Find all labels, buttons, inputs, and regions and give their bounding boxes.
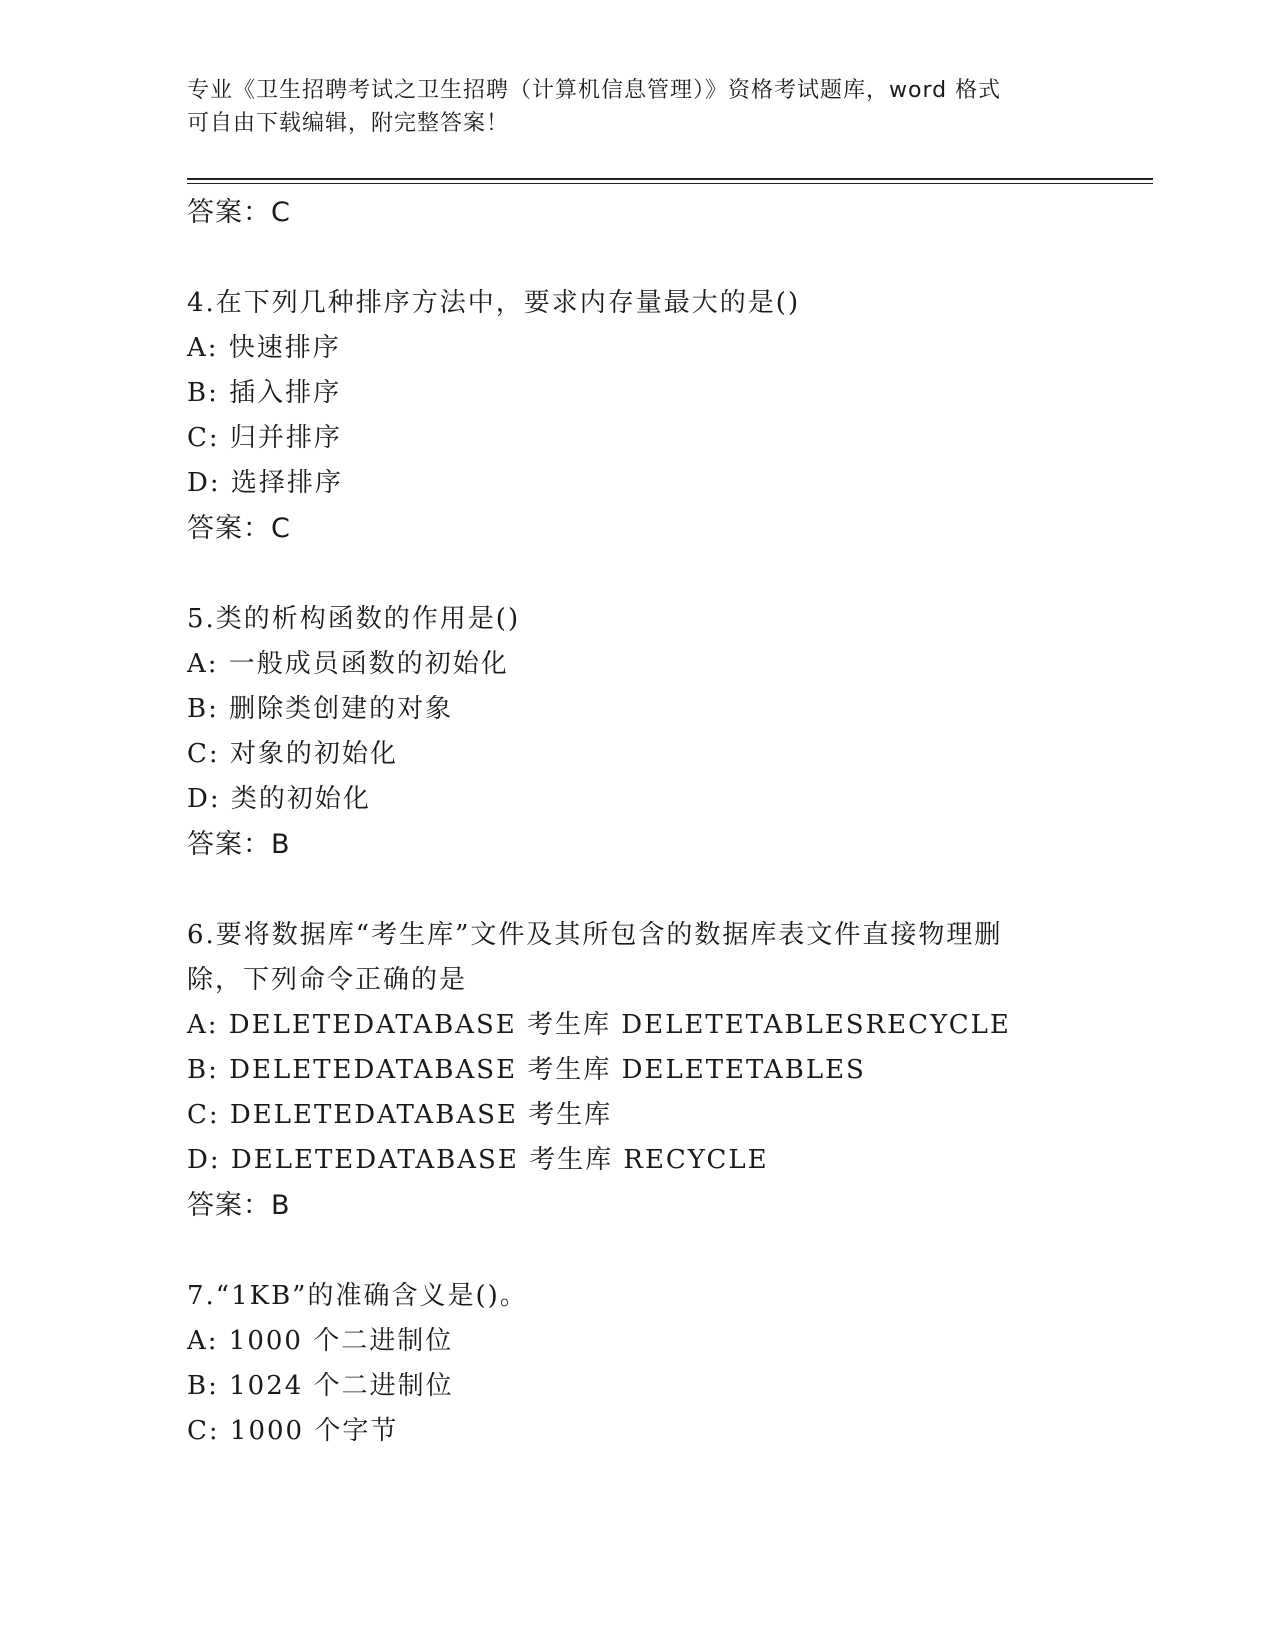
option-b: B: 插入排序 [187,378,342,408]
header-divider-bottom [187,183,1153,184]
question-text: 4.在下列几种排序方法中，要求内存量最大的是() [187,288,801,318]
header-divider-top [187,178,1153,180]
option-b: B: 删除类创建的对象 [187,694,454,724]
question-7 [187,1274,1087,1454]
question-4 [187,281,1087,551]
spacer [187,1228,1087,1274]
header-line-1: 专业《卫生招聘考试之卫生招聘（计算机信息管理）》资格考试题库，word 格式 [187,78,1002,103]
option-c: C: DELETEDATABASE 考生库 [187,1100,613,1130]
answer: 答案：B [187,1190,291,1221]
answer: 答案：C [187,513,291,544]
option-c: C: 对象的初始化 [187,739,398,769]
option-a: A: DELETEDATABASE 考生库 DELETETABLESRECYCLE [187,1010,1011,1040]
header-line-2: 可自由下载编辑，附完整答案！ [187,111,510,136]
spacer [187,867,1087,913]
question-5 [187,597,1087,867]
question-text: 7.“1KB”的准确含义是()。 [187,1281,528,1311]
option-b: B: DELETEDATABASE 考生库 DELETETABLES [187,1055,866,1085]
spacer [187,551,1087,597]
option-d: D: 选择排序 [187,468,343,498]
option-a: A: 快速排序 [187,333,341,363]
option-a: A: 一般成员函数的初始化 [187,649,509,679]
option-c: C: 归并排序 [187,423,342,453]
answer-prev: 答案：C [187,197,291,228]
answer: 答案：B [187,829,291,860]
question-6 [187,913,1087,1228]
option-d: D: 类的初始化 [187,784,371,814]
question-text: 5.类的析构函数的作用是() [187,604,521,634]
question-text-line-2: 除，下列命令正确的是 [187,965,468,995]
question-list [187,190,1087,1454]
option-d: D: DELETEDATABASE 考生库 RECYCLE [187,1145,769,1175]
option-b: B: 1024 个二进制位 [187,1371,454,1401]
option-a: A: 1000 个二进制位 [187,1326,454,1356]
document-header [187,74,1087,140]
option-c: C: 1000 个字节 [187,1416,399,1446]
spacer [187,235,1087,281]
question-text-line-1: 6.要将数据库“考生库”文件及其所包含的数据库表文件直接物理删 [187,920,1003,950]
